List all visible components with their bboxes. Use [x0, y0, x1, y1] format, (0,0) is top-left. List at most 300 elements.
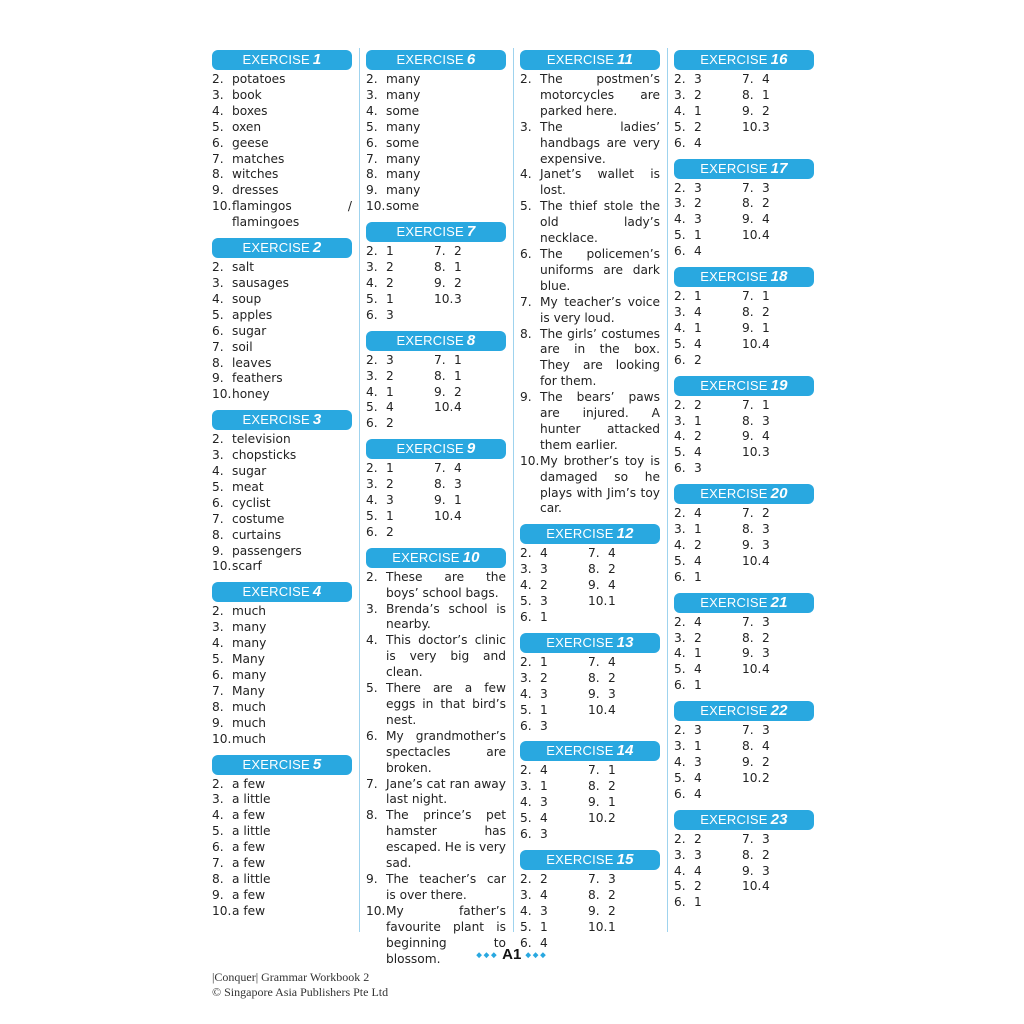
question-number: 8.: [212, 871, 224, 886]
answer-option: 1: [694, 522, 702, 537]
question-number: 8.: [742, 522, 754, 537]
question-number: 8.: [212, 355, 224, 370]
answer-item: [212, 104, 352, 120]
answer-item: [674, 755, 742, 771]
answer-text: sausages: [232, 275, 289, 290]
answer-item: [212, 136, 352, 152]
answer-item: [742, 506, 810, 522]
answer-item: [434, 493, 502, 509]
answer-text: many: [232, 620, 267, 635]
answer-option: 2: [694, 429, 702, 444]
answer-item: [742, 538, 810, 554]
answer-option: 2: [540, 871, 548, 886]
answer-item: [366, 681, 506, 729]
question-number: 8.: [212, 527, 224, 542]
answer-option: 4: [694, 770, 702, 785]
answer-option: 2: [694, 879, 702, 894]
question-number: 4.: [674, 537, 686, 552]
answer-option: 4: [762, 212, 770, 227]
answer-option: 4: [540, 546, 548, 561]
answer-option: 2: [386, 416, 394, 431]
answer-option: 3: [762, 522, 770, 537]
question-number: 7.: [366, 151, 378, 166]
answer-item: [674, 879, 742, 895]
answer-item: [674, 104, 742, 120]
answer-grid: [520, 546, 660, 626]
question-number: 5.: [520, 594, 532, 609]
answer-item: [520, 578, 588, 594]
answer-option: 4: [762, 879, 770, 894]
exercise-number: 19: [770, 376, 788, 394]
answer-item: [212, 840, 352, 856]
answer-option: 4: [386, 400, 394, 415]
answer-option: 2: [762, 103, 770, 118]
answer-text: Jane’s cat ran away last night.: [386, 776, 506, 807]
answer-option: 1: [694, 739, 702, 754]
question-number: 4.: [366, 275, 378, 290]
question-number: 4.: [674, 103, 686, 118]
exercise-number: 9: [466, 440, 476, 458]
answer-item: [434, 461, 502, 477]
answer-item: [212, 544, 352, 560]
answer-option: 4: [694, 336, 702, 351]
answer-text: leaves: [232, 355, 272, 370]
exercise-block: [212, 410, 352, 575]
answer-text: many: [386, 72, 421, 86]
answer-item: [520, 779, 588, 795]
answer-option: 1: [694, 895, 702, 910]
answer-text: much: [232, 699, 267, 714]
answer-item: [520, 827, 588, 843]
answer-item: [588, 687, 656, 703]
answer-item: [366, 120, 506, 136]
answer-text: a few: [232, 856, 266, 871]
answer-option: 4: [694, 244, 702, 259]
answer-option: 3: [386, 307, 394, 322]
answer-item: [434, 477, 502, 493]
answer-option: 1: [762, 320, 770, 335]
question-number: 10.: [434, 291, 454, 306]
answer-item: [366, 385, 434, 401]
answer-item: [212, 356, 352, 372]
answer-text: a few: [232, 903, 266, 918]
exercise-header-label: EXERCISE: [700, 486, 768, 502]
question-number: 9.: [742, 429, 754, 444]
answer-item: [674, 72, 742, 88]
answer-item: [520, 120, 660, 168]
exercise-block: [520, 633, 660, 735]
answer-text: sugar: [232, 464, 267, 479]
answer-item: [212, 792, 352, 808]
answer-option: 2: [694, 119, 702, 134]
answer-option: 4: [694, 304, 702, 319]
answer-item: [366, 461, 434, 477]
answer-item: [520, 872, 588, 888]
question-number: 3.: [212, 792, 224, 807]
question-number: 5.: [674, 770, 686, 785]
question-number: 4.: [212, 291, 224, 306]
question-number: 3.: [212, 620, 224, 635]
question-number: 7.: [742, 831, 754, 846]
answer-option: 2: [386, 524, 394, 539]
exercise-block: [212, 755, 352, 920]
question-number: 9.: [212, 543, 224, 558]
question-number: 5.: [212, 307, 224, 322]
exercise-number: 23: [770, 810, 788, 828]
answer-item: [366, 308, 434, 324]
answer-option: 2: [694, 831, 702, 846]
exercise-number: 5: [312, 755, 322, 773]
answer-item: [674, 289, 742, 305]
question-number: 3.: [366, 601, 378, 616]
question-number: 10.: [742, 336, 762, 351]
exercise-header-label: EXERCISE: [392, 549, 460, 565]
question-number: 4.: [674, 863, 686, 878]
answer-option: 1: [694, 289, 702, 304]
question-number: 4.: [520, 686, 532, 701]
question-number: 4.: [212, 636, 224, 651]
answer-text: Many: [232, 683, 265, 698]
exercise-header-label: EXERCISE: [546, 634, 614, 650]
answer-text: My teacher’s voice is very loud.: [540, 294, 660, 325]
answer-option: 4: [762, 553, 770, 568]
question-number: 7.: [588, 654, 600, 669]
question-number: 8.: [742, 196, 754, 211]
question-number: 4.: [520, 578, 532, 593]
answer-item: [212, 292, 352, 308]
question-number: 2.: [520, 546, 532, 561]
question-number: 5.: [366, 681, 378, 696]
answer-item: [588, 562, 656, 578]
answer-option: 4: [540, 811, 548, 826]
answer-item: [366, 400, 434, 416]
answer-item: [520, 199, 660, 247]
exercise-header: [520, 741, 660, 761]
exercise-header-label: EXERCISE: [546, 851, 614, 867]
answer-item: [588, 920, 656, 936]
question-number: 10.: [588, 919, 608, 934]
answer-option: 2: [762, 196, 770, 211]
question-number: 9.: [434, 275, 446, 290]
answer-item: [212, 276, 352, 292]
answer-option: 2: [694, 397, 702, 412]
exercise-block: [674, 376, 814, 478]
answer-item: [742, 848, 810, 864]
answer-item: [520, 655, 588, 671]
answer-text: These are the boys’ school bags.: [386, 569, 506, 600]
question-number: 7.: [212, 511, 224, 526]
exercise-number: 21: [770, 593, 788, 611]
question-number: 2.: [674, 72, 686, 86]
answer-option: 2: [608, 779, 616, 794]
question-number: 6.: [674, 244, 686, 259]
answer-option: 1: [454, 493, 462, 508]
answer-item: [674, 662, 742, 678]
column-divider: [667, 48, 668, 932]
answer-item: [742, 196, 810, 212]
answer-item: [674, 832, 742, 848]
question-number: 3.: [674, 522, 686, 537]
answer-item: [742, 879, 810, 895]
question-number: 9.: [366, 871, 378, 886]
answer-item: [674, 181, 742, 197]
exercise-header-label: EXERCISE: [700, 52, 768, 67]
question-number: 8.: [588, 562, 600, 577]
answer-option: 3: [608, 871, 616, 886]
question-number: 8.: [434, 260, 446, 275]
question-number: 9.: [742, 537, 754, 552]
answer-item: [742, 755, 810, 771]
answer-option: 1: [694, 678, 702, 693]
answer-option: 3: [540, 795, 548, 810]
question-number: 6.: [520, 935, 532, 950]
question-number: 4.: [674, 429, 686, 444]
question-number: 3.: [520, 670, 532, 685]
exercise-header: [674, 701, 814, 721]
answer-text: This doctor’s clinic is very big and clean.: [386, 633, 506, 680]
answer-item: [742, 429, 810, 445]
exercise-header: [366, 222, 506, 242]
question-number: 9.: [434, 384, 446, 399]
question-number: 8.: [212, 699, 224, 714]
answer-item: [212, 528, 352, 544]
question-number: 5.: [520, 919, 532, 934]
answer-item: [742, 104, 810, 120]
answer-item: [212, 432, 352, 448]
question-number: 8.: [742, 739, 754, 754]
question-number: 5.: [674, 445, 686, 460]
question-number: 8.: [434, 368, 446, 383]
question-number: 9.: [588, 686, 600, 701]
question-number: 6.: [674, 352, 686, 367]
answer-item: [366, 570, 506, 602]
answer-item: [212, 496, 352, 512]
answer-item: [674, 615, 742, 631]
answer-text: chopsticks: [232, 448, 297, 463]
answer-text: The ladies’ handbags are very expensive.: [540, 119, 660, 166]
exercise-header-label: EXERCISE: [396, 332, 464, 348]
column-4: [674, 50, 814, 918]
answer-item: [674, 305, 742, 321]
question-number: 5.: [212, 652, 224, 667]
answer-grid: [366, 244, 506, 324]
answer-item: [674, 678, 742, 694]
answer-option: 1: [608, 795, 616, 810]
answer-text: curtains: [232, 527, 282, 542]
question-number: 2.: [212, 72, 224, 86]
exercise-header-label: EXERCISE: [700, 811, 768, 827]
exercise-number: 4: [312, 583, 322, 601]
answer-option: 3: [762, 119, 770, 134]
answer-item: [212, 668, 352, 684]
question-number: 5.: [212, 119, 224, 134]
answer-option: 1: [386, 461, 394, 476]
question-number: 7.: [366, 776, 378, 791]
answer-option: 1: [540, 919, 548, 934]
answer-option: 3: [762, 413, 770, 428]
exercise-header-label: EXERCISE: [700, 269, 768, 285]
answer-item: [434, 400, 502, 416]
answer-item: [520, 546, 588, 562]
exercise-block: [212, 582, 352, 747]
answer-option: 2: [608, 811, 616, 826]
question-number: 7.: [742, 506, 754, 521]
question-number: 6.: [212, 668, 224, 682]
answer-item: [520, 390, 660, 454]
question-number: 7.: [434, 461, 446, 476]
question-number: 2.: [212, 776, 224, 791]
answer-item: [366, 88, 506, 104]
question-number: 2.: [366, 244, 378, 259]
question-number: 6.: [212, 495, 224, 510]
answer-option: 1: [454, 260, 462, 275]
question-number: 9.: [434, 493, 446, 508]
question-number: 4.: [366, 103, 378, 118]
answer-item: [742, 72, 810, 88]
answer-option: 4: [694, 614, 702, 629]
question-number: 7.: [742, 397, 754, 412]
exercise-header-label: EXERCISE: [242, 240, 310, 256]
question-number: 5.: [674, 336, 686, 351]
question-number: 8.: [588, 779, 600, 794]
question-number: 2.: [674, 289, 686, 304]
answer-item: [674, 554, 742, 570]
question-number: 3.: [366, 368, 378, 383]
answer-text: oxen: [232, 119, 262, 134]
answer-grid: [674, 832, 814, 912]
answer-item: [588, 763, 656, 779]
answer-text: passengers: [232, 543, 302, 558]
answer-text: sugar: [232, 323, 267, 338]
answer-item: [366, 292, 434, 308]
question-number: 8.: [742, 304, 754, 319]
answer-item: [366, 199, 506, 215]
answer-option: 4: [608, 654, 616, 669]
answer-item: [212, 888, 352, 904]
exercise-number: 11: [617, 51, 634, 68]
exercise-header: [366, 50, 506, 70]
question-number: 10.: [434, 400, 454, 415]
answer-item: [366, 493, 434, 509]
answer-text: The teacher’s car is over there.: [386, 871, 506, 902]
question-number: 7.: [742, 72, 754, 86]
answer-item: [212, 152, 352, 168]
answer-item: [212, 700, 352, 716]
question-number: 5.: [366, 119, 378, 134]
answer-item: [674, 848, 742, 864]
question-number: 4.: [366, 633, 378, 648]
answer-item: [366, 525, 434, 541]
answer-option: 1: [540, 702, 548, 717]
answer-item: [674, 522, 742, 538]
answer-option: 2: [454, 244, 462, 259]
answer-item: [212, 371, 352, 387]
answer-text: television: [232, 432, 291, 447]
answer-option: 3: [454, 291, 462, 306]
exercise-block: [366, 548, 506, 968]
answer-option: 3: [762, 646, 770, 661]
answer-item: [212, 260, 352, 276]
answer-grid: [674, 398, 814, 478]
answer-text: many: [386, 183, 421, 198]
answer-item: [366, 104, 506, 120]
answer-option: 3: [694, 723, 702, 738]
question-number: 6.: [212, 840, 224, 855]
answer-text: scarf: [232, 559, 262, 574]
answer-option: 3: [762, 445, 770, 460]
answer-text: matches: [232, 151, 285, 166]
exercise-header: [212, 582, 352, 602]
question-number: 3.: [674, 304, 686, 319]
answer-option: 4: [454, 400, 462, 415]
question-number: 8.: [434, 477, 446, 492]
page-number-label: A1: [502, 946, 522, 963]
question-number: 9.: [366, 183, 378, 198]
answer-item: [520, 719, 588, 735]
answer-option: 3: [762, 723, 770, 738]
exercise-number: 8: [466, 331, 476, 349]
exercise-number: 22: [770, 702, 788, 720]
answer-option: 1: [386, 384, 394, 399]
answer-item: [520, 763, 588, 779]
answer-option: 3: [454, 477, 462, 492]
exercise-header-label: EXERCISE: [396, 441, 464, 457]
answer-item: [742, 321, 810, 337]
answer-item: [212, 183, 352, 199]
column-divider: [513, 48, 514, 932]
answer-item: [674, 631, 742, 647]
answer-option: 3: [694, 847, 702, 862]
exercise-block: [366, 331, 506, 433]
answer-item: [212, 856, 352, 872]
exercise-header-label: EXERCISE: [396, 52, 464, 67]
answer-item: [366, 602, 506, 634]
answer-item: [742, 289, 810, 305]
question-number: 6.: [674, 135, 686, 150]
answer-item: [366, 276, 434, 292]
question-number: 3.: [366, 477, 378, 492]
answer-item: [674, 212, 742, 228]
answer-item: [674, 646, 742, 662]
exercise-header-label: EXERCISE: [242, 412, 310, 428]
answer-item: [674, 88, 742, 104]
answer-option: 2: [386, 260, 394, 275]
answer-option: 1: [386, 291, 394, 306]
answer-option: 3: [694, 72, 702, 86]
answer-text: My grandmother’s spectacles are broken.: [386, 728, 506, 775]
answer-text: meat: [232, 479, 264, 494]
answer-option: 1: [694, 103, 702, 118]
question-number: 10.: [588, 811, 608, 826]
answer-item: [212, 620, 352, 636]
question-number: 9.: [212, 887, 224, 902]
question-number: 2.: [366, 461, 378, 476]
exercise-header: [520, 633, 660, 653]
answer-list: [212, 604, 352, 747]
answer-item: [520, 888, 588, 904]
answer-text: The prince’s pet hamster has escaped. He is very sad.: [386, 808, 506, 871]
answer-option: 4: [762, 429, 770, 444]
question-number: 3.: [212, 448, 224, 463]
question-number: 7.: [212, 151, 224, 166]
exercise-header-label: EXERCISE: [546, 52, 615, 67]
answer-item: [674, 739, 742, 755]
answer-item: [366, 509, 434, 525]
answer-item: [434, 244, 502, 260]
question-number: 2.: [520, 654, 532, 669]
answer-option: 1: [694, 228, 702, 243]
answer-text: Many: [232, 652, 265, 667]
